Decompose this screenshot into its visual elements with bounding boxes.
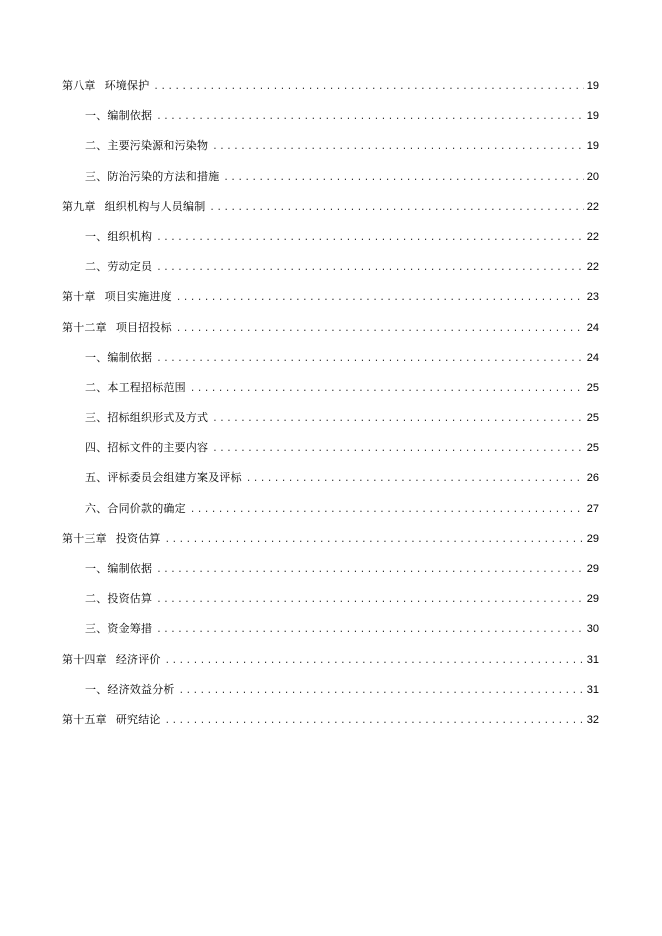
toc-chapter-number: 第十五章 <box>62 712 107 726</box>
toc-page-number: 32 <box>586 713 599 726</box>
toc-page-number: 22 <box>586 261 599 274</box>
toc-entry-section[interactable] <box>62 590 599 620</box>
toc-page-number: 19 <box>586 80 599 92</box>
toc-page-number: 25 <box>586 412 599 425</box>
toc-page-number: 24 <box>586 321 599 334</box>
toc-section-title: 六、合同价款的确定 <box>85 501 186 515</box>
toc-dot-leader <box>156 229 584 247</box>
toc-chapter-title: 项目实施进度 <box>104 290 172 304</box>
toc-chapter-title: 环境保护 <box>104 79 150 92</box>
toc-entry-chapter-14[interactable] <box>62 651 599 681</box>
toc-entry-chapter-12[interactable] <box>62 319 599 349</box>
toc-chapter-number: 第八章 <box>62 79 96 92</box>
toc-section-title: 一、经济效益分析 <box>85 682 175 696</box>
toc-dot-leader <box>156 350 584 368</box>
toc-dot-leader <box>165 531 584 549</box>
toc-page-number: 22 <box>586 230 599 243</box>
toc-section-title: 二、本工程招标范围 <box>85 380 186 394</box>
toc-chapter-title: 经济评价 <box>115 652 161 666</box>
toc-entry-section[interactable] <box>62 258 599 288</box>
toc-entry-section[interactable] <box>62 107 599 137</box>
toc-dot-leader <box>212 410 584 428</box>
toc-chapter-title: 项目招投标 <box>115 320 172 334</box>
toc-section-title: 二、主要污染源和污染物 <box>85 139 209 153</box>
toc-page-number: 23 <box>586 291 599 304</box>
toc-section-title: 一、编制依据 <box>85 109 153 123</box>
toc-page-number: 26 <box>586 472 599 485</box>
toc-dot-leader <box>223 169 583 187</box>
toc-entry-title <box>62 651 161 669</box>
toc-entry-section[interactable] <box>62 409 599 439</box>
toc-dot-leader <box>212 138 584 156</box>
toc-dot-leader <box>156 561 584 579</box>
toc-entry-title <box>62 77 149 95</box>
toc-entry-section[interactable] <box>62 439 599 469</box>
toc-dot-leader <box>212 440 584 458</box>
toc-entry-section[interactable] <box>62 560 599 590</box>
toc-chapter-number: 第九章 <box>62 199 96 213</box>
toc-entry-section[interactable] <box>62 228 599 258</box>
toc-chapter-number: 第十章 <box>62 290 96 304</box>
toc-dot-leader <box>156 591 584 609</box>
toc-chapter-number: 第十三章 <box>62 531 107 545</box>
toc-section-title: 三、防治污染的方法和措施 <box>85 169 220 183</box>
toc-dot-leader <box>156 621 584 639</box>
toc-entry-chapter-8[interactable] <box>62 77 599 107</box>
toc-page-number: 29 <box>586 593 599 606</box>
toc-page-number: 31 <box>586 683 599 696</box>
toc-page-number: 22 <box>586 200 599 213</box>
toc-dot-leader <box>190 501 584 519</box>
toc-dot-leader <box>176 320 584 338</box>
toc-entry-title <box>62 711 161 729</box>
toc-page-number: 29 <box>586 532 599 545</box>
toc-entry-section[interactable] <box>62 469 599 499</box>
toc-dot-leader <box>165 652 584 670</box>
toc-section-title: 一、组织机构 <box>85 229 153 243</box>
toc-page-number: 20 <box>586 170 599 183</box>
toc-chapter-number: 第十二章 <box>62 320 107 334</box>
toc-entry-section[interactable] <box>62 681 599 711</box>
toc-page-number: 30 <box>586 623 599 636</box>
toc-chapter-title: 研究结论 <box>115 712 161 726</box>
toc-entry-section[interactable] <box>62 349 599 379</box>
toc-section-title: 一、编制依据 <box>85 350 153 364</box>
toc-section-title: 五、评标委员会组建方案及评标 <box>85 471 242 485</box>
toc-entry-section[interactable] <box>62 500 599 530</box>
toc-section-title: 四、招标文件的主要内容 <box>85 441 209 455</box>
toc-chapter-title: 组织机构与人员编制 <box>104 199 206 213</box>
toc-page-number: 27 <box>586 502 599 515</box>
toc-dot-leader <box>156 259 584 277</box>
toc-page-number: 19 <box>586 110 599 123</box>
table-of-contents <box>62 77 599 741</box>
toc-dot-leader <box>246 470 584 488</box>
toc-section-title: 二、劳动定员 <box>85 260 153 274</box>
toc-dot-leader <box>190 380 584 398</box>
toc-entry-title <box>62 198 205 216</box>
toc-dot-leader <box>179 682 584 700</box>
toc-entry-title <box>62 288 172 306</box>
toc-entry-chapter-10[interactable] <box>62 288 599 318</box>
toc-section-title: 二、投资估算 <box>85 592 153 606</box>
toc-chapter-number: 第十四章 <box>62 652 107 666</box>
toc-page-number: 25 <box>586 442 599 455</box>
toc-section-title: 三、招标组织形式及方式 <box>85 411 209 425</box>
toc-dot-leader <box>209 199 583 217</box>
toc-entry-section[interactable] <box>62 379 599 409</box>
toc-page-number: 31 <box>586 653 599 666</box>
toc-page-number: 24 <box>586 351 599 364</box>
toc-chapter-title: 投资估算 <box>115 531 161 545</box>
toc-dot-leader <box>156 108 584 126</box>
toc-dot-leader <box>176 289 584 307</box>
toc-entry-title <box>62 319 172 337</box>
toc-entry-chapter-13[interactable] <box>62 530 599 560</box>
toc-entry-section[interactable] <box>62 137 599 167</box>
toc-entry-title <box>62 530 161 548</box>
toc-entry-section[interactable] <box>62 620 599 650</box>
toc-page-number: 29 <box>586 563 599 575</box>
toc-page-number: 25 <box>586 381 599 394</box>
toc-dot-leader <box>153 78 583 96</box>
toc-section-title: 三、资金筹措 <box>85 622 153 636</box>
toc-entry-chapter-9[interactable] <box>62 198 599 228</box>
toc-section-title: 一、编制依据 <box>85 562 153 575</box>
toc-entry-section[interactable] <box>62 168 599 198</box>
toc-page-number: 19 <box>586 140 599 153</box>
toc-dot-leader <box>165 712 584 730</box>
toc-entry-chapter-15[interactable] <box>62 711 599 741</box>
